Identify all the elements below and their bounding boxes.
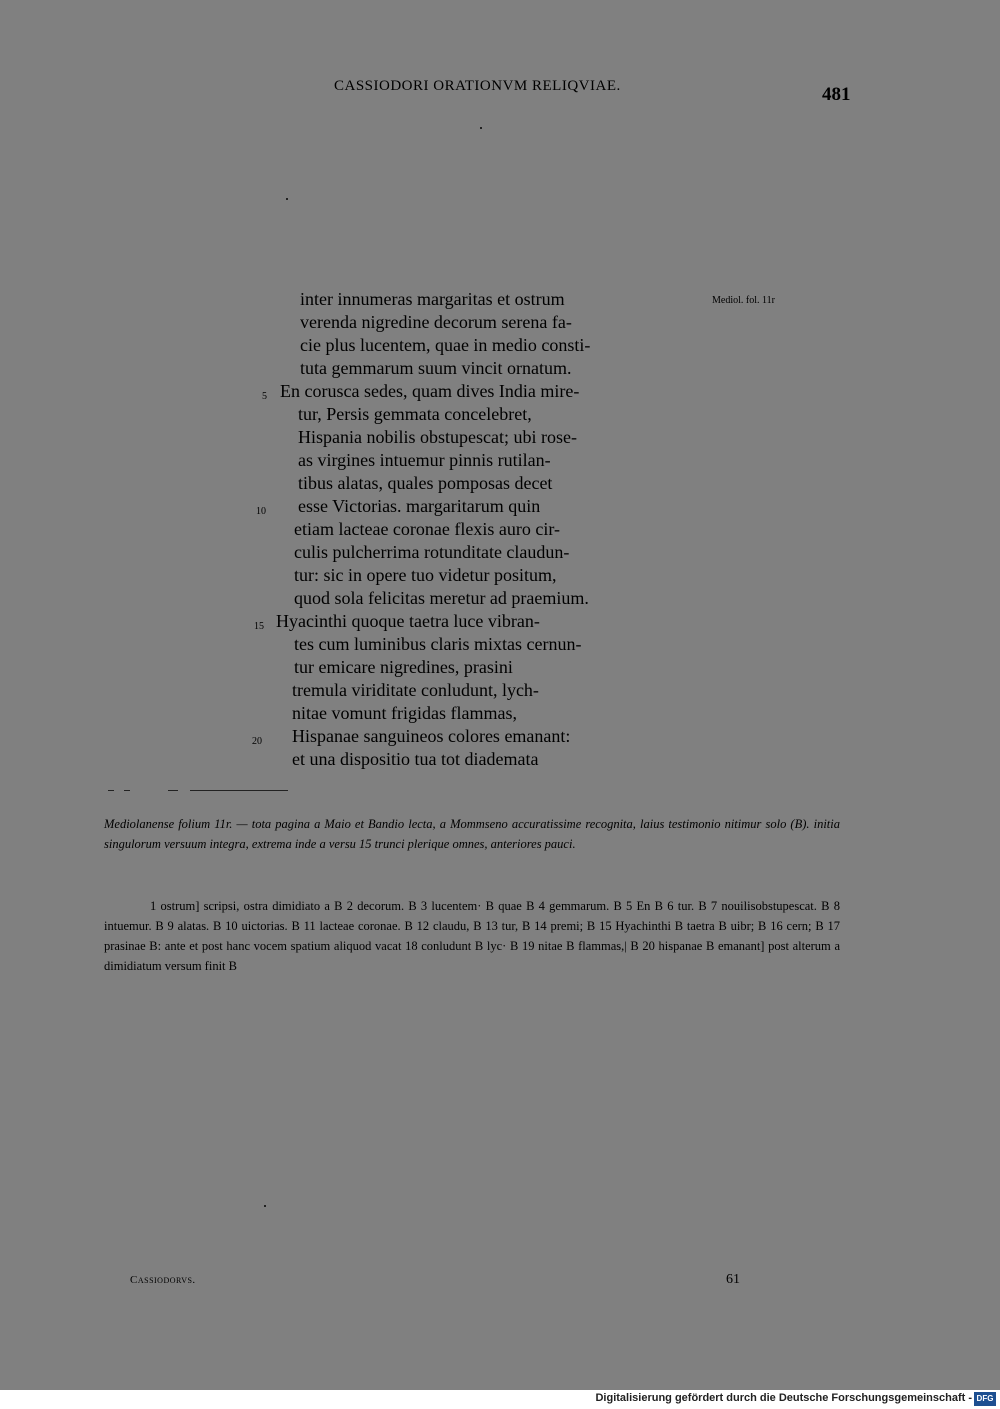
text-line (240, 288, 680, 311)
text-line (240, 380, 680, 403)
running-head: CASSIODORI ORATIONVM RELIQVIAE. (334, 78, 621, 94)
margin-note: Mediol. fol. 11r (712, 295, 775, 306)
text-line (240, 725, 680, 748)
dfg-logo: DFG (974, 1392, 996, 1406)
line-text: En corusca sedes, quam dives India mire- (280, 381, 580, 401)
text-line (240, 748, 680, 771)
line-text: tur, Persis gemmata concelebret, (298, 404, 532, 424)
speck (286, 198, 288, 200)
page-number: 481 (822, 84, 851, 105)
line-text: et una dispositio tua tot diademata (292, 749, 539, 769)
text-line (240, 702, 680, 725)
speck (480, 127, 482, 129)
text-line (240, 357, 680, 380)
text-line (240, 610, 680, 633)
line-text: tur emicare nigredines, prasini (294, 657, 513, 677)
line-text: tes cum luminibus claris mixtas cernun- (294, 634, 582, 654)
text-line (240, 426, 680, 449)
speck (264, 1205, 266, 1207)
credit-text: Digitalisierung gefördert durch die Deutsche Forschungsgemeinschaft - (595, 1392, 972, 1404)
critical-apparatus: 1 ostrum] scripsi, ostra dimidiato a B 2 decorum. B 3 lucentem· B quae B 4 gemmarum. B 5 En B 6 tur. B 7 nouilisobstupescat. B 8 intuemur. B 9 alatas. B 10 uictorias. B 11 lacteae coronae. B 12 claudu, B 13 tur, B 14 premi; B 15 Hyachinthi B taetra B uibr; B 16 cern; B 17 prasinae B: ante et post hanc vocem spatium aliquod vacat 18 conludunt B lyc· B 19 nitae B flammas,| B 20 hispanae B emanant] post alterum a dimidiatum versum finit B (104, 899, 840, 973)
line-number: 15 (254, 621, 264, 632)
line-text: inter innumeras margaritas et ostrum (300, 289, 565, 309)
line-text: nitae vomunt frigidas flammas, (292, 703, 517, 723)
line-text: tibus alatas, quales pomposas decet (298, 473, 553, 493)
line-text: tur: sic in opere tuo videtur positum, (294, 565, 557, 585)
text-line (240, 633, 680, 656)
text-line (240, 495, 680, 518)
footnote-rule (108, 790, 288, 791)
line-text: verenda nigredine decorum serena fa- (300, 312, 572, 332)
credit-bar (0, 1390, 1000, 1409)
text-line (240, 472, 680, 495)
text-line (240, 587, 680, 610)
line-number: 5 (262, 391, 267, 402)
line-text: tuta gemmarum suum vincit ornatum. (300, 358, 572, 378)
latin-text (240, 288, 680, 771)
footer-signature: Cassiodorvs. (130, 1274, 196, 1286)
text-line (240, 518, 680, 541)
text-line (240, 449, 680, 472)
line-text: esse Victorias. margaritarum quin (298, 496, 541, 516)
text-line (240, 403, 680, 426)
text-line (240, 656, 680, 679)
text-line (240, 334, 680, 357)
line-text: Hispania nobilis obstupescat; ubi rose- (298, 427, 577, 447)
line-text: cie plus lucentem, quae in medio consti- (300, 335, 591, 355)
line-number: 10 (256, 506, 266, 517)
line-number: 20 (252, 736, 262, 747)
apparatus-intro: Mediolanense folium 11r. — tota pagina a Maio et Bandio lecta, a Mommseno accuratissime recognita, laius testimonio nitimur solo (B). initia singulorum versuum integra, extrema inde a versu 15 trunci plerique omnes, anteriores pauci. (104, 817, 840, 851)
line-text: quod sola felicitas meretur ad praemium. (294, 588, 589, 608)
line-text: Hyacinthi quoque taetra luce vibran- (276, 611, 540, 631)
text-line (240, 564, 680, 587)
line-text: Hispanae sanguineos colores emanant: (292, 726, 571, 746)
line-text: etiam lacteae coronae flexis auro cir- (294, 519, 560, 539)
line-text: culis pulcherrima rotunditate claudun- (294, 542, 570, 562)
text-line (240, 541, 680, 564)
line-text: as virgines intuemur pinnis rutilan- (298, 450, 551, 470)
footer-sheet-number: 61 (726, 1272, 740, 1287)
text-line (240, 679, 680, 702)
line-text: tremula viriditate conludunt, lych- (292, 680, 539, 700)
text-line (240, 311, 680, 334)
